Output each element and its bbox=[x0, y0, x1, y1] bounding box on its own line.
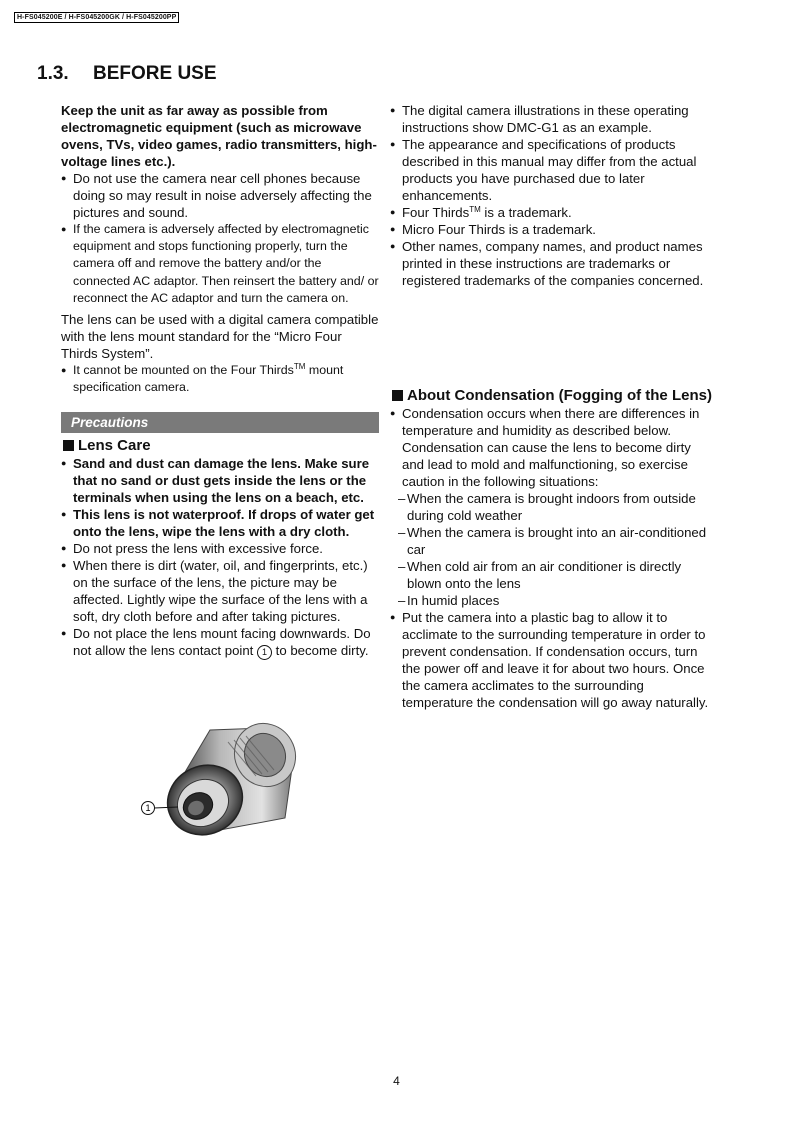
lens-illustration bbox=[60, 700, 380, 875]
section-number: 1.3. bbox=[37, 63, 69, 84]
list-item: ● This lens is not waterproof. If drops of water get onto the lens, wipe the lens with a dry cloth. bbox=[61, 506, 379, 540]
list-item: ● Do not press the lens with excessive force. bbox=[61, 540, 379, 557]
lens-care-heading: Lens Care bbox=[61, 436, 379, 455]
list-item: ● Micro Four Thirds is a trademark. bbox=[390, 221, 715, 238]
list-item: ● The digital camera illustrations in these operating instructions show DMC-G1 as an example. bbox=[390, 102, 715, 136]
list-item: ● The appearance and specifications of products described in this manual may differ from the actual products you have purchased due to later enhancements. bbox=[390, 136, 715, 204]
precautions-bar: Precautions bbox=[61, 412, 379, 433]
list-item: – In humid places bbox=[390, 592, 715, 609]
list-item: – When cold air from an air conditioner is directly blown onto the lens bbox=[390, 558, 715, 592]
list-item: ● Other names, company names, and product names printed in these instructions are trademarks or registered trademarks of the companies concerned. bbox=[390, 238, 715, 289]
model-tag: H-FS045200E / H-FS045200GK / H-FS045200PP bbox=[14, 12, 179, 23]
list-item: – When the camera is brought indoors from outside during cold weather bbox=[390, 490, 715, 524]
list-item: ● If the camera is adversely affected by electromagnetic equipment and stops functioning properly, turn the camera off and remove the battery and/or the connected AC adaptor. Then reinsert the battery and/ or reconnect the AC adaptor and turn the camera on. bbox=[61, 221, 379, 307]
condensation-heading: About Condensation (Fogging of the Lens) bbox=[390, 386, 715, 405]
list-item: ● Condensation occurs when there are differences in temperature and humidity as described below. Condensation can cause the lens to become dirty and lead to mold and malfunctioning, so exercise caution in the following situations: bbox=[390, 405, 715, 490]
page-number: 4 bbox=[393, 1074, 400, 1088]
contact-point-marker: 1 bbox=[257, 645, 272, 660]
list-item: – When the camera is brought into an air-conditioned car bbox=[390, 524, 715, 558]
list-item: ● Sand and dust can damage the lens. Make sure that no sand or dust gets inside the lens or the terminals when using the lens on a beach, etc. bbox=[61, 455, 379, 506]
list-item: ● Do not use the camera near cell phones because doing so may result in noise adversely affecting the pictures and sound. bbox=[61, 170, 379, 221]
list-item: ● Do not place the lens mount facing downwards. Do not allow the lens contact point 1 to become dirty. bbox=[61, 625, 379, 660]
section-title-text: BEFORE USE bbox=[93, 63, 217, 84]
left-column bbox=[61, 102, 379, 660]
right-column bbox=[390, 102, 715, 711]
list-item: ● Put the camera into a plastic bag to allow it to acclimate to the surrounding temperature in order to prevent condensation. If condensation occurs, turn the power off and leave it for about two hours. Once the camera acclimates to the surrounding temperature the condensation will go away naturally. bbox=[390, 609, 715, 711]
lens-compatibility-text: The lens can be used with a digital camera compatible with the lens mount standard for the “Micro Four Thirds System”. bbox=[61, 312, 379, 362]
list-item: ● When there is dirt (water, oil, and fingerprints, etc.) on the surface of the lens, the picture may be affected. Lightly wipe the surface of the lens with a soft, dry cloth before and after taking pictures. bbox=[61, 557, 379, 625]
list-item: ● It cannot be mounted on the Four Thirds™ mount specification camera. bbox=[61, 362, 379, 396]
figure-marker: 1 bbox=[145, 803, 151, 813]
section-title bbox=[37, 62, 217, 86]
emi-warning: Keep the unit as far away as possible from electromagnetic equipment (such as microwave ovens, TVs, video games, radio transmitters, high-voltage lines etc.). bbox=[61, 103, 377, 169]
list-item: ● Four Thirds™ is a trademark. bbox=[390, 204, 715, 221]
